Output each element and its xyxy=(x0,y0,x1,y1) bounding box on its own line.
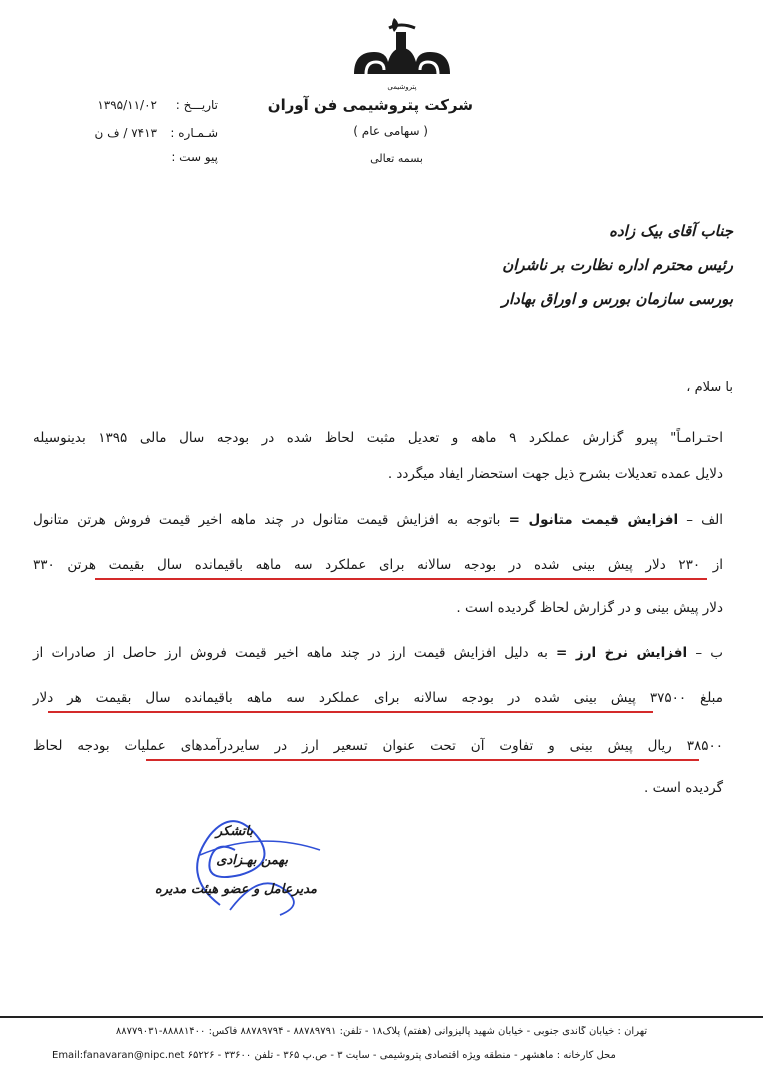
item-b-underline-2 xyxy=(146,759,699,761)
intro-line-2: دلایل عمده تعدیلات بشرح ذیل جهت استحضار ایفاد میگردد . xyxy=(387,466,723,482)
number-label: شـمـاره : xyxy=(170,126,218,140)
item-b-line-1 xyxy=(33,643,723,663)
item-a-line-1-rest: باتوجه به افزایش قیمت متانول در چند ماهه اخیر قیمت فروش هرتن متانول xyxy=(33,512,501,528)
footer-divider xyxy=(0,1016,763,1018)
number-value: ۷۴۱۳ / ف ن xyxy=(94,126,157,140)
item-a-underline xyxy=(95,578,707,580)
item-a-line-1 xyxy=(33,510,723,530)
item-b-prefix: ب – xyxy=(695,645,723,661)
footer-site: Email:fanavaran@nipc.net محل کارخانه : ماهشهر - منطقه ویژه اقتصادی پتروشیمی - سایت ۳ - ص.پ ۳۶۵ - تلفن ۳۳۶۰۰ - ۶۵۲۲۶ xyxy=(52,1050,616,1061)
item-b-line-4: گردیده است . xyxy=(644,780,723,796)
item-a-line-2: از ۲۳۰ دلار پیش بینی شده در بودجه سالانه برای عملکرد سه ماهه باقیمانده سال بقیمت هرتن ۳۳۰ xyxy=(33,557,723,573)
item-a-prefix: الف – xyxy=(686,512,724,528)
company-type: ( سهامی عام ) xyxy=(353,124,428,138)
item-b-title: افزایش نرخ ارز = xyxy=(556,645,688,661)
item-b-line-2: مبلغ ۳۷۵۰۰ پیش بینی شده در بودجه سالانه برای عملکرد سه ماهه باقیمانده سال بقیمت هر دلار xyxy=(33,690,723,706)
addressee-line-2: رئیس محترم اداره نظارت بر ناشران xyxy=(502,256,733,274)
addressee-line-3: بورسی سازمان بورس و اوراق بهادار xyxy=(501,290,733,308)
date-value: ۱۳۹۵/۱۱/۰۲ xyxy=(97,98,157,112)
svg-text:پتروشیمی: پتروشیمی xyxy=(387,83,417,91)
intro-line-1: احتـرامـاً" پیرو گزارش عملکرد ۹ ماهه و تعدیل مثبت لحاظ شده در بودجه سال مالی ۱۳۹۵ بدینوسیله xyxy=(33,430,723,446)
bismillah: بسمه تعالی xyxy=(370,152,423,165)
signature-name: بهمن بهـزادی xyxy=(216,853,288,868)
item-b-line-1-rest: به دلیل افزایش قیمت ارز در چند ماهه اخیر قیمت فروش ارز حاصل از صادرات از xyxy=(33,645,548,661)
signature-title: مدیرعامل و عضو هیئت مدیره xyxy=(154,882,317,897)
item-a-line-3: دلار پیش بینی و در گزارش لحاظ گردیده است . xyxy=(456,600,723,616)
item-b-line-3: ۳۸۵۰۰ ریال پیش بینی و تفاوت آن تحت عنوان تسعیر ارز در سایردرآمدهای عملیات بودجه لحاظ xyxy=(33,738,723,754)
footer-address: تهران : خیابان گاندی جنوبی - خیابان شهید پالیزوانی (هفتم) پلاک۱۸ - تلفن: ۸۸۷۸۹۷۹۱ - ۸۸۷۸۹۷۹۴ فاکس: ۸۸۸۸۱۴۰۰-۸۸۷۷۹۰۳۱ xyxy=(115,1026,648,1037)
signature-closing: باتشکر xyxy=(215,824,253,839)
addressee-line-1: جناب آقای بیک زاده xyxy=(609,222,733,240)
attachment-label: پیو ست : xyxy=(171,150,218,164)
company-logo xyxy=(344,14,460,92)
company-name: شرکت پتروشیمی فن آوران xyxy=(267,96,473,114)
item-a-title: افزایش قیمت متانول = xyxy=(508,512,679,528)
item-b-underline-1 xyxy=(48,711,653,713)
greeting: با سلام ، xyxy=(686,380,733,395)
date-label: تاریـــخ : xyxy=(175,98,218,112)
